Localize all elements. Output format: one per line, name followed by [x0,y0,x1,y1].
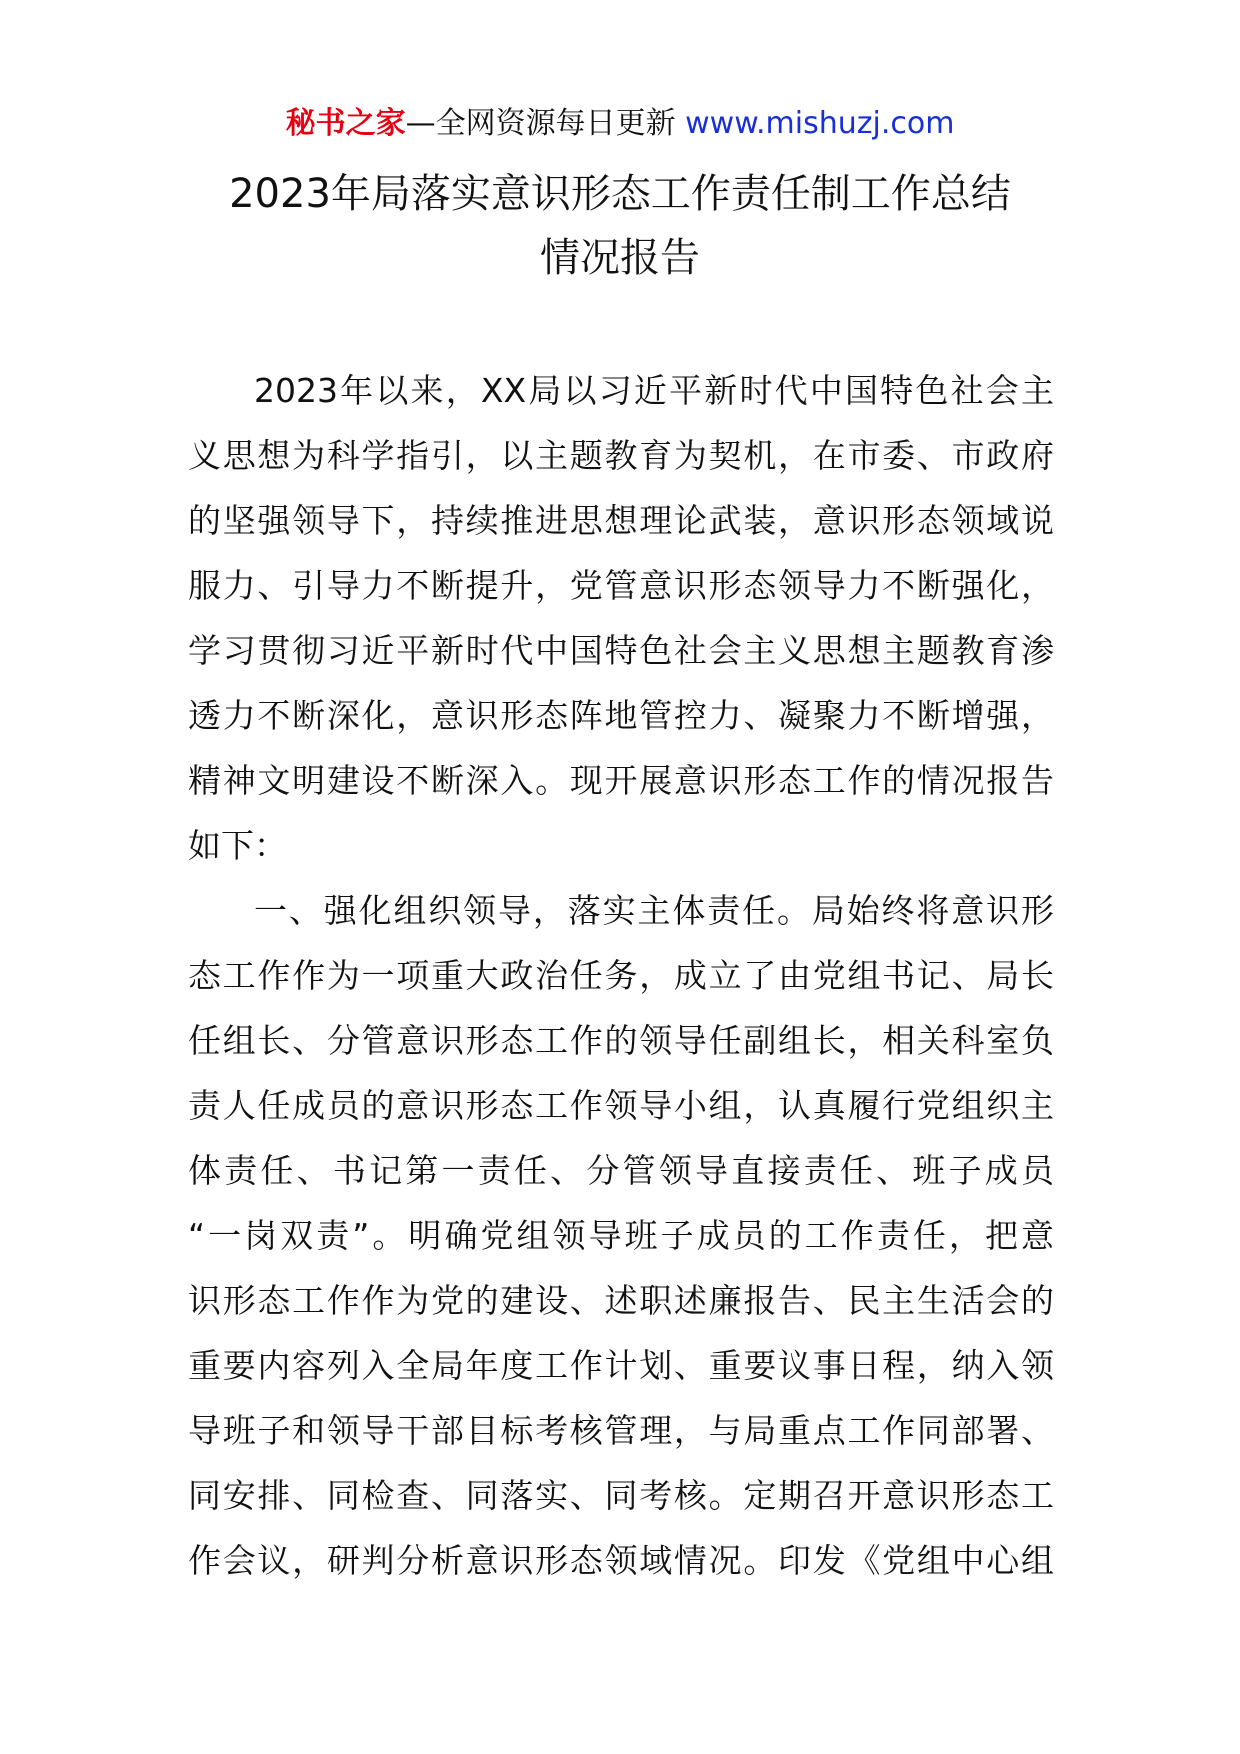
body-line: 识形态工作作为党的建设、述职述廉报告、民主生活会的 [188,1281,1054,1320]
body-line: 透力不断深化，意识形态阵地管控力、凝聚力不断增强， [188,696,1054,735]
paragraph-intro [188,358,1054,878]
body-line: 的坚强领导下，持续推进思想理论武装，意识形态领域说 [188,501,1054,540]
body-line: 任组长、分管意识形态工作的领导任副组长，相关科室负 [188,1021,1054,1060]
body-line: 责人任成员的意识形态工作领导小组，认真履行党组织主 [188,1086,1054,1125]
body-line: “一岗双责”。明确党组领导班子成员的工作责任，把意 [188,1216,1054,1255]
header-url-link[interactable]: www.mishuzj.com [685,106,955,141]
document-title [0,162,1240,290]
body-line: 义思想为科学指引，以主题教育为契机，在市委、市政府 [188,436,1054,475]
body-line: 如下： [188,826,287,865]
paragraph-section-1 [188,878,1054,1593]
body-line: 服力、引导力不断提升，党管意识形态领导力不断强化， [188,566,1054,605]
title-line-1: 2023年局落实意识形态工作责任制工作总结 [229,171,1011,217]
header-slogan: —全网资源每日更新 [405,106,676,141]
document-body [188,358,1054,1593]
body-line: 作会议，研判分析意识形态领域情况。印发《党组中心组 [188,1541,1054,1580]
title-line-2: 情况报告 [540,235,700,281]
body-line: 一、强化组织领导，落实主体责任。局始终将意识形 [254,891,1054,930]
body-line: 导班子和领导干部目标考核管理，与局重点工作同部署、 [188,1411,1054,1450]
body-line: 2023年以来，XX局以习近平新时代中国特色社会主 [254,371,1054,410]
source-header [0,100,1240,148]
body-line: 态工作作为一项重大政治任务，成立了由党组书记、局长 [188,956,1054,995]
body-line: 同安排、同检查、同落实、同考核。定期召开意识形态工 [188,1476,1054,1515]
brand-name: 秘书之家 [285,106,406,141]
body-line: 精神文明建设不断深入。现开展意识形态工作的情况报告 [188,761,1054,800]
body-line: 学习贯彻习近平新时代中国特色社会主义思想主题教育渗 [188,631,1054,670]
body-line: 重要内容列入全局年度工作计划、重要议事日程，纳入领 [188,1346,1054,1385]
body-line: 体责任、书记第一责任、分管领导直接责任、班子成员 [188,1151,1054,1190]
